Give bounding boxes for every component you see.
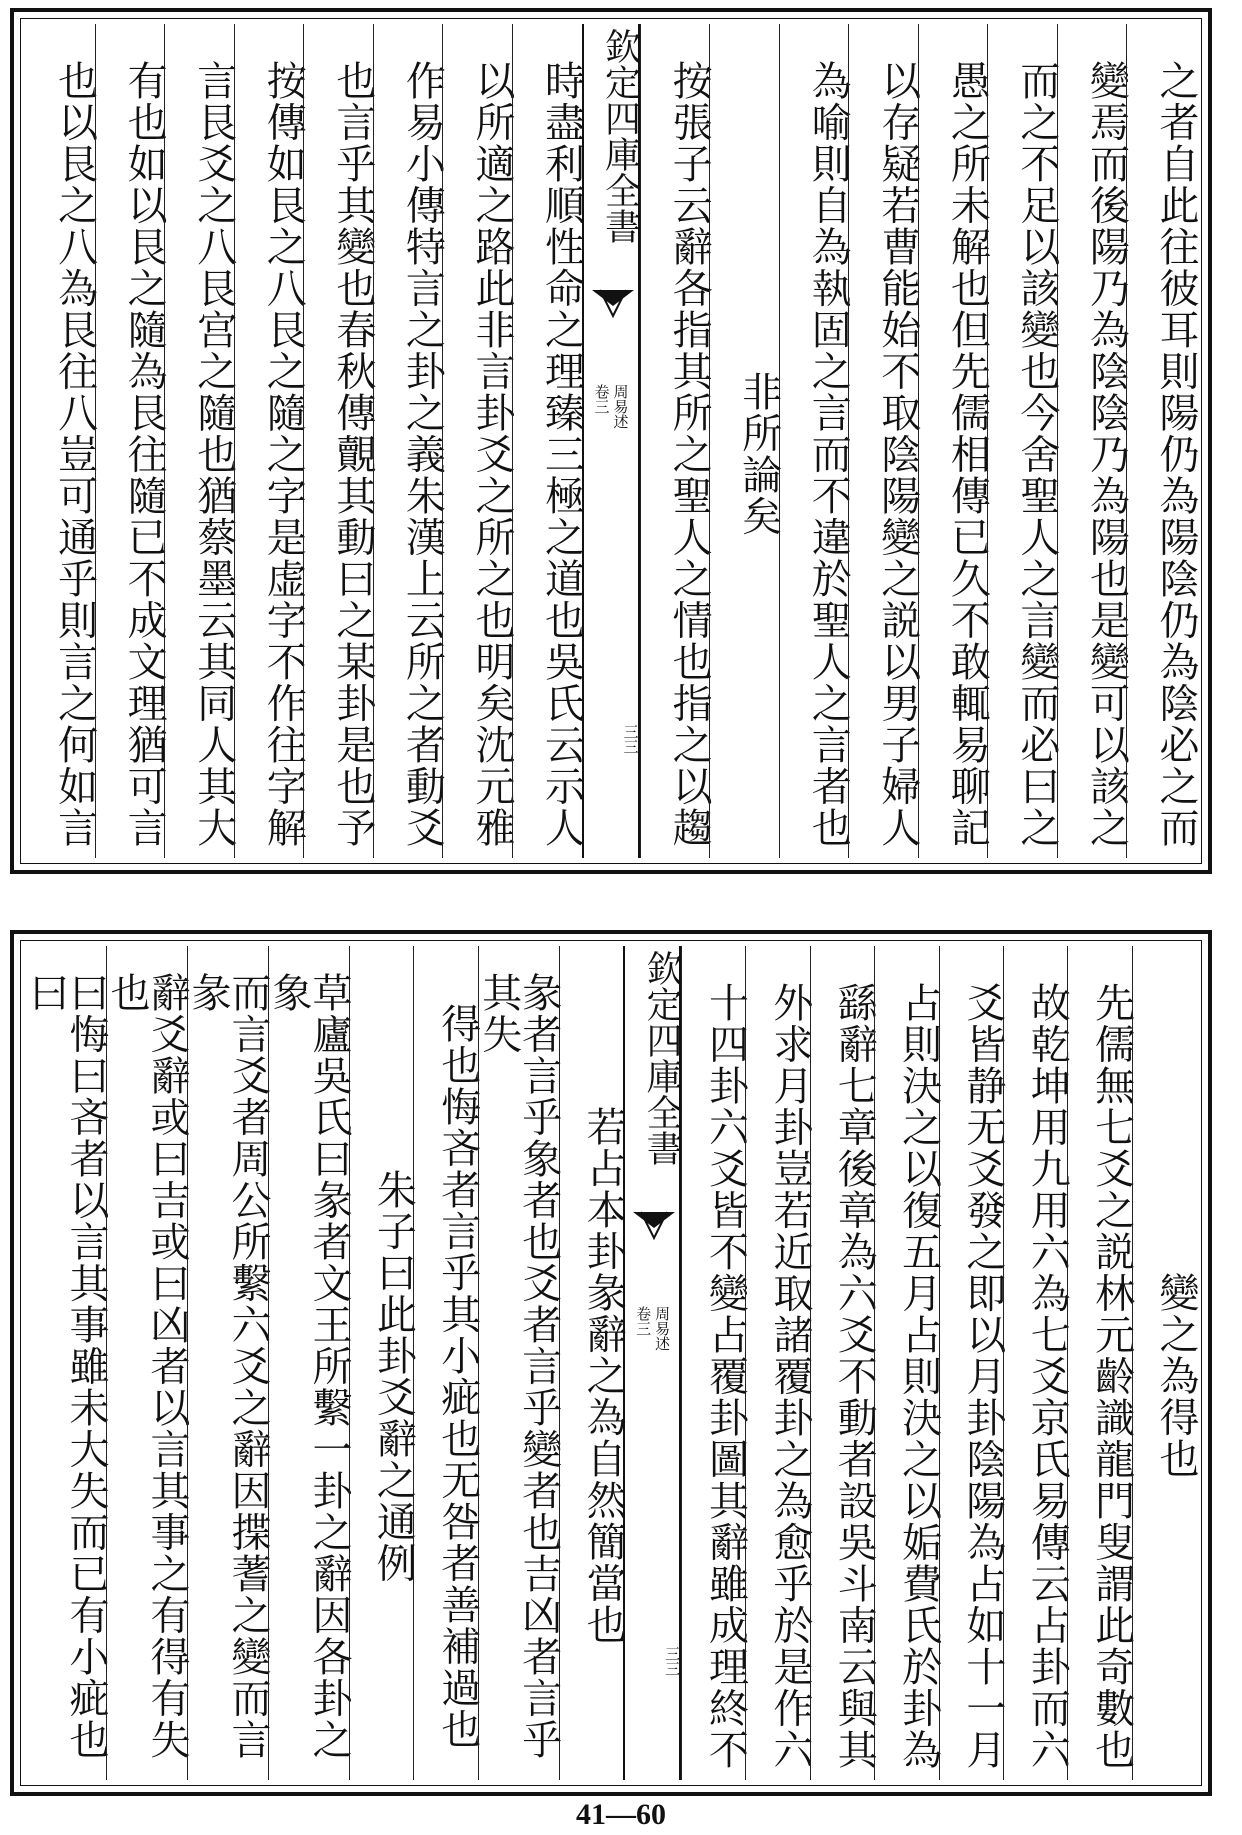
text-columns-bottom [23,946,1199,1780]
text-column [987,24,1060,858]
text-column [23,946,110,1780]
text-column [1126,24,1199,858]
text-column [874,946,942,1780]
text-column [709,24,782,858]
text-column [373,24,446,858]
column-text: 外求月卦豈若近取諸覆卦之為愈乎於是作六 [766,981,813,1771]
column-text: 變焉而後陽乃為陰陰乃為陽也是變可以該之 [1083,59,1130,849]
column-text: 草廬吳氏曰彖者文王所繫一卦之辭因各卦之象 [266,972,353,1761]
text-column [810,946,878,1780]
column-text: 變之為得也 [1153,1272,1199,1480]
text-column [26,24,98,858]
column-text: 按張子云辭各指其所之聖人之情也指之以趨 [666,59,713,849]
column-text: 朱子曰此卦爻辭之通例 [370,1168,417,1584]
text-column [266,946,353,1780]
column-text: 先儒無七爻之説林元齡識龍門叟謂此奇數也 [1088,981,1135,1771]
column-text: 占則決之以復五月占則決之以姤費氏於卦為 [895,981,942,1771]
column-text: 若占本卦彖辭之為自然簡當也 [580,1106,627,1646]
text-column [1067,946,1135,1780]
column-text: 愚之所未解也但先儒相傳已久不敢輒易聊記 [944,59,991,849]
text-column [640,24,713,858]
folio-number: 三三 [621,724,640,754]
column-text: 為喻則自為執固之言而不違於聖人之言者也 [805,59,852,849]
text-column [1057,24,1130,858]
column-text: 也言乎其變也春秋傳覿其動曰之某卦是也予 [329,59,376,849]
column-text: 繇辭七章後章為六爻不動者設吳斗南云與其 [831,981,878,1771]
column-text: 彖者言乎象者也爻者言乎變者也吉凶者言乎其失 [475,972,562,1761]
text-column [234,24,307,858]
text-column [512,24,585,858]
center-fold-margin [623,946,681,1780]
page-panel-bottom [10,930,1212,1796]
book-and-volume [584,384,638,534]
column-text: 曰悔曰吝者以言其事雖未大失而已有小疵也曰 [23,972,110,1761]
column-text: 以存疑若曹能始不取陰陽變之説以男子婦人 [874,59,921,849]
column-text: 故乾坤用九用六為七爻京氏易傳云占卦而六 [1024,981,1071,1771]
column-text: 時盡利順性命之理臻三極之道也吳氏云示人 [538,59,585,849]
column-text: 作易小傳特言之卦之義朱漢上云所之者動爻 [399,59,446,849]
column-text: 按傳如艮之八艮之隨之字是虚字不作往字解 [260,59,307,849]
center-fold-margin [582,24,640,858]
text-column [848,24,921,858]
volume-label: 卷三 [592,384,611,414]
text-column [918,24,991,858]
collection-title: 欽定四庫全書 [641,950,683,1166]
text-column [1003,946,1071,1780]
volume-label: 卷三 [634,1306,653,1336]
text-column [681,946,749,1780]
page-panel-top [10,8,1212,874]
book-and-volume [625,1306,679,1456]
text-column [349,946,417,1780]
column-text: 言艮爻之八艮宫之隨也猶蔡墨云其同人其大 [190,59,237,849]
text-column [442,24,515,858]
collection-title: 欽定四庫全書 [599,28,641,244]
text-column [185,946,272,1780]
text-columns-top [26,24,1199,858]
book-title: 周易述 [653,1306,672,1351]
column-text: 而言爻者周公所繫六爻之辭因揲蓍之變而言彖 [185,972,272,1761]
page-number-footer: 41—60 [576,1798,666,1831]
column-text: 十四卦六爻皆不變占覆卦圖其辭雖成理終不 [702,981,749,1771]
column-text: 得也悔吝者言乎其小疵也无咎者善補過也 [434,1002,481,1750]
text-column [95,24,168,858]
column-text: 非所論矣 [735,371,782,537]
column-text: 而之不足以該變也今舍聖人之言變而必曰之 [1013,59,1060,849]
fish-tail-ornament-icon [631,1210,677,1240]
text-column [939,946,1006,1780]
text-column [475,946,562,1780]
column-text: 以所適之路此非言卦爻之所之也明矣沈元雅 [468,59,515,849]
text-column [1132,946,1199,1780]
column-text: 有也如以艮之隨為艮往隨已不成文理猶可言 [121,59,168,849]
text-column [779,24,852,858]
column-text: 之者自此往彼耳則陽仍為陽陰仍為陰必之而 [1153,59,1199,849]
fish-tail-ornament-icon [590,288,636,318]
column-text: 爻皆静无爻發之即以月卦陰陽為占如十一月 [959,981,1006,1771]
text-column [413,946,481,1780]
text-column [559,946,627,1780]
column-text: 也以艮之八為艮往八豈可通乎則言之何如言 [51,59,98,849]
text-column [104,946,191,1780]
text-column [164,24,237,858]
text-column [745,946,813,1780]
book-title: 周易述 [611,384,630,429]
text-column [303,24,376,858]
folio-number: 三三 [663,1646,682,1676]
column-text: 辭爻辭或曰吉或曰凶者以言其事之有得有失也 [104,972,191,1761]
